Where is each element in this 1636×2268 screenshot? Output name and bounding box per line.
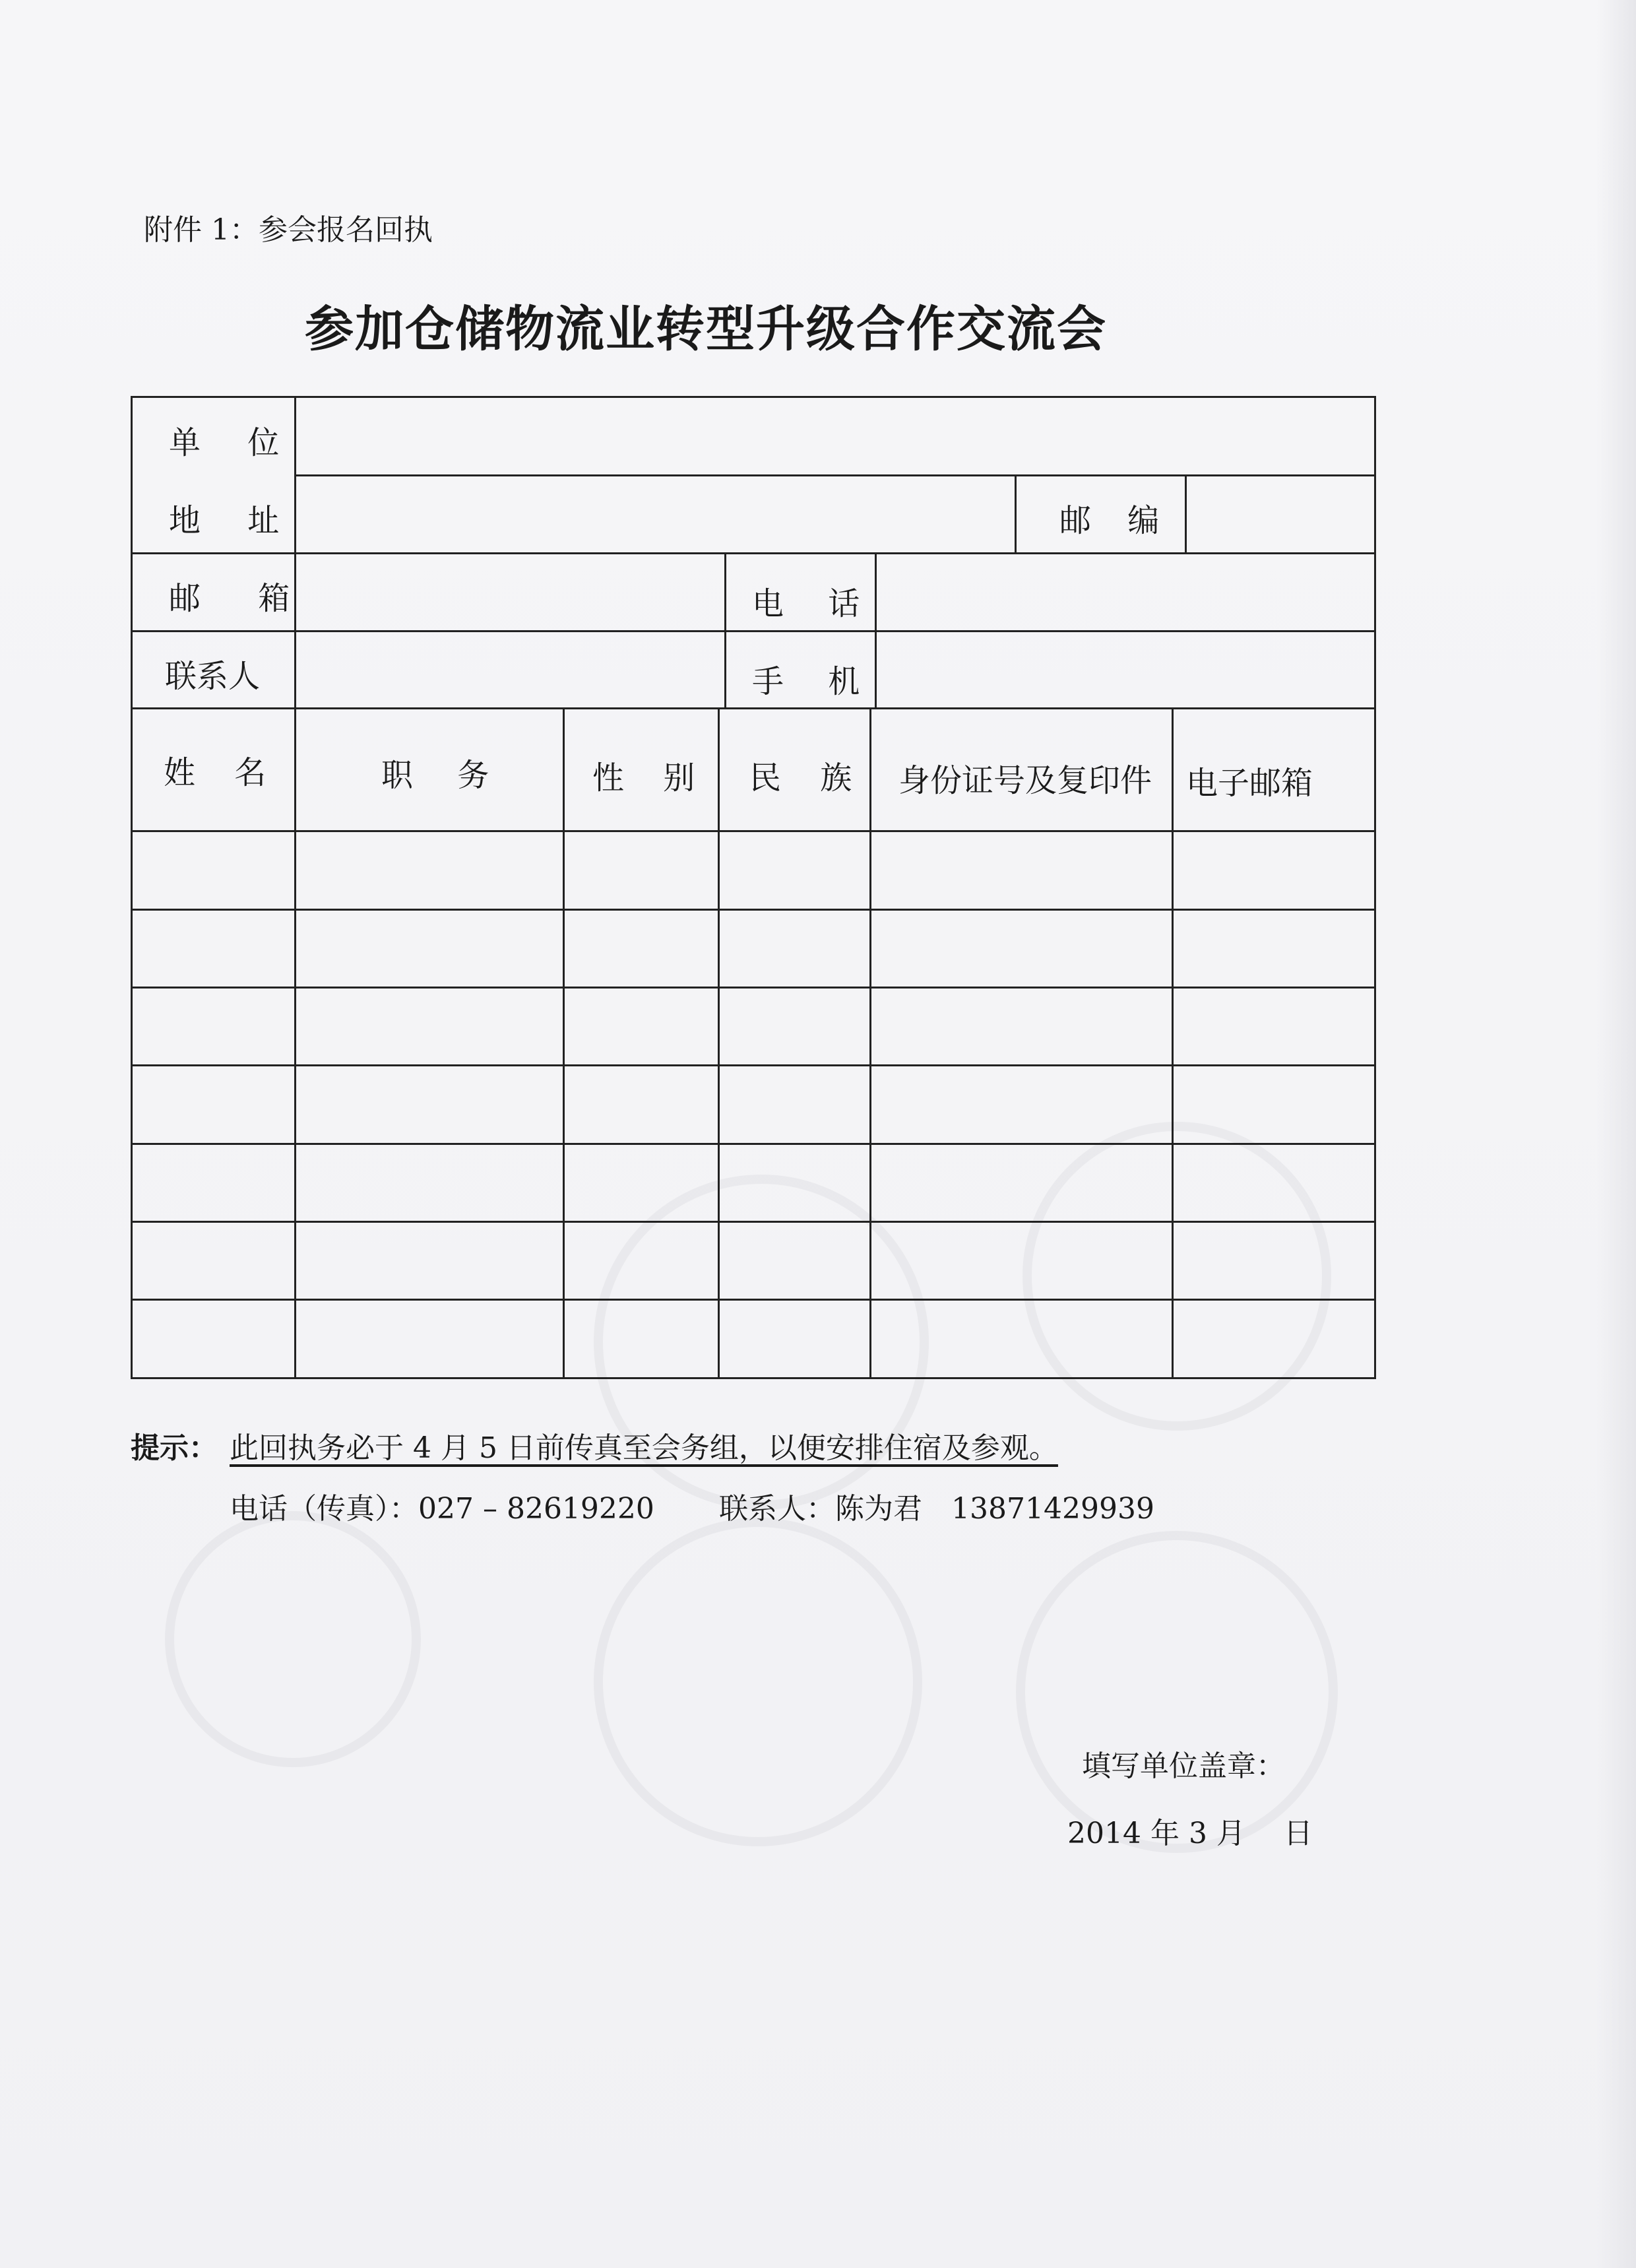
table-line bbox=[131, 1299, 1376, 1301]
column-header-ethnicity: 民 族 bbox=[749, 760, 867, 796]
hint-text: 此回执务必于 4 月 5 日前传真至会务组，以便安排住宿及参观。 bbox=[230, 1431, 1058, 1465]
hint-label: 提示： bbox=[131, 1431, 218, 1465]
table-line bbox=[131, 1143, 1376, 1145]
seal-label: 填写单位盖章： bbox=[1082, 1749, 1285, 1783]
table-line bbox=[131, 396, 1376, 398]
hint-phone: 电话（传真）：027 – 82619220 bbox=[230, 1492, 654, 1526]
table-line bbox=[869, 707, 871, 1379]
postcode-label: 邮 编 bbox=[1059, 502, 1173, 539]
table-line bbox=[131, 1377, 1376, 1379]
table-line bbox=[131, 987, 1376, 988]
unit-label: 单 位 bbox=[169, 424, 298, 461]
column-header-id-number: 身份证号及复印件 bbox=[898, 762, 1152, 799]
scan-edge-shadow bbox=[1596, 0, 1636, 2268]
contact-label: 联系人 bbox=[165, 658, 261, 695]
table-line bbox=[131, 707, 1376, 709]
attachment-label: 附件 1：参会报名回执 bbox=[144, 213, 433, 247]
table-line bbox=[718, 707, 720, 1379]
table-line bbox=[296, 474, 1376, 476]
address-label: 地 址 bbox=[169, 502, 298, 539]
page-title: 参加仓储物流业转型升级合作交流会 bbox=[305, 301, 1107, 358]
registration-form-table bbox=[131, 396, 1376, 1380]
table-line bbox=[1374, 396, 1376, 1379]
table-line bbox=[294, 396, 296, 1379]
table-line bbox=[131, 1221, 1376, 1223]
column-header-name: 姓 名 bbox=[164, 754, 281, 791]
phone-label: 电 话 bbox=[752, 585, 877, 622]
table-line bbox=[1015, 474, 1017, 552]
column-header-gender: 性 别 bbox=[592, 760, 710, 796]
table-line bbox=[724, 552, 726, 707]
column-header-email: 电子邮箱 bbox=[1186, 765, 1313, 802]
bleed-through-seal-right-lower bbox=[1016, 1531, 1338, 1853]
table-line bbox=[131, 396, 133, 1379]
bleed-through-seal-center-lower bbox=[594, 1518, 922, 1846]
table-line bbox=[131, 552, 1376, 554]
bleed-through-seal-left bbox=[165, 1511, 421, 1767]
table-line bbox=[131, 830, 1376, 832]
table-line bbox=[131, 630, 1376, 632]
table-line bbox=[1172, 707, 1174, 1379]
date-line: 2014 年 3 月 日 bbox=[1067, 1817, 1313, 1850]
table-line bbox=[131, 909, 1376, 911]
column-header-position: 职 务 bbox=[381, 757, 507, 794]
mobile-label: 手 机 bbox=[752, 663, 877, 700]
hint-contact: 联系人：陈为君 13871429939 bbox=[719, 1492, 1154, 1526]
table-line bbox=[1185, 474, 1187, 552]
table-line bbox=[131, 1064, 1376, 1066]
email-label: 邮 箱 bbox=[169, 580, 314, 617]
table-line bbox=[563, 707, 565, 1379]
